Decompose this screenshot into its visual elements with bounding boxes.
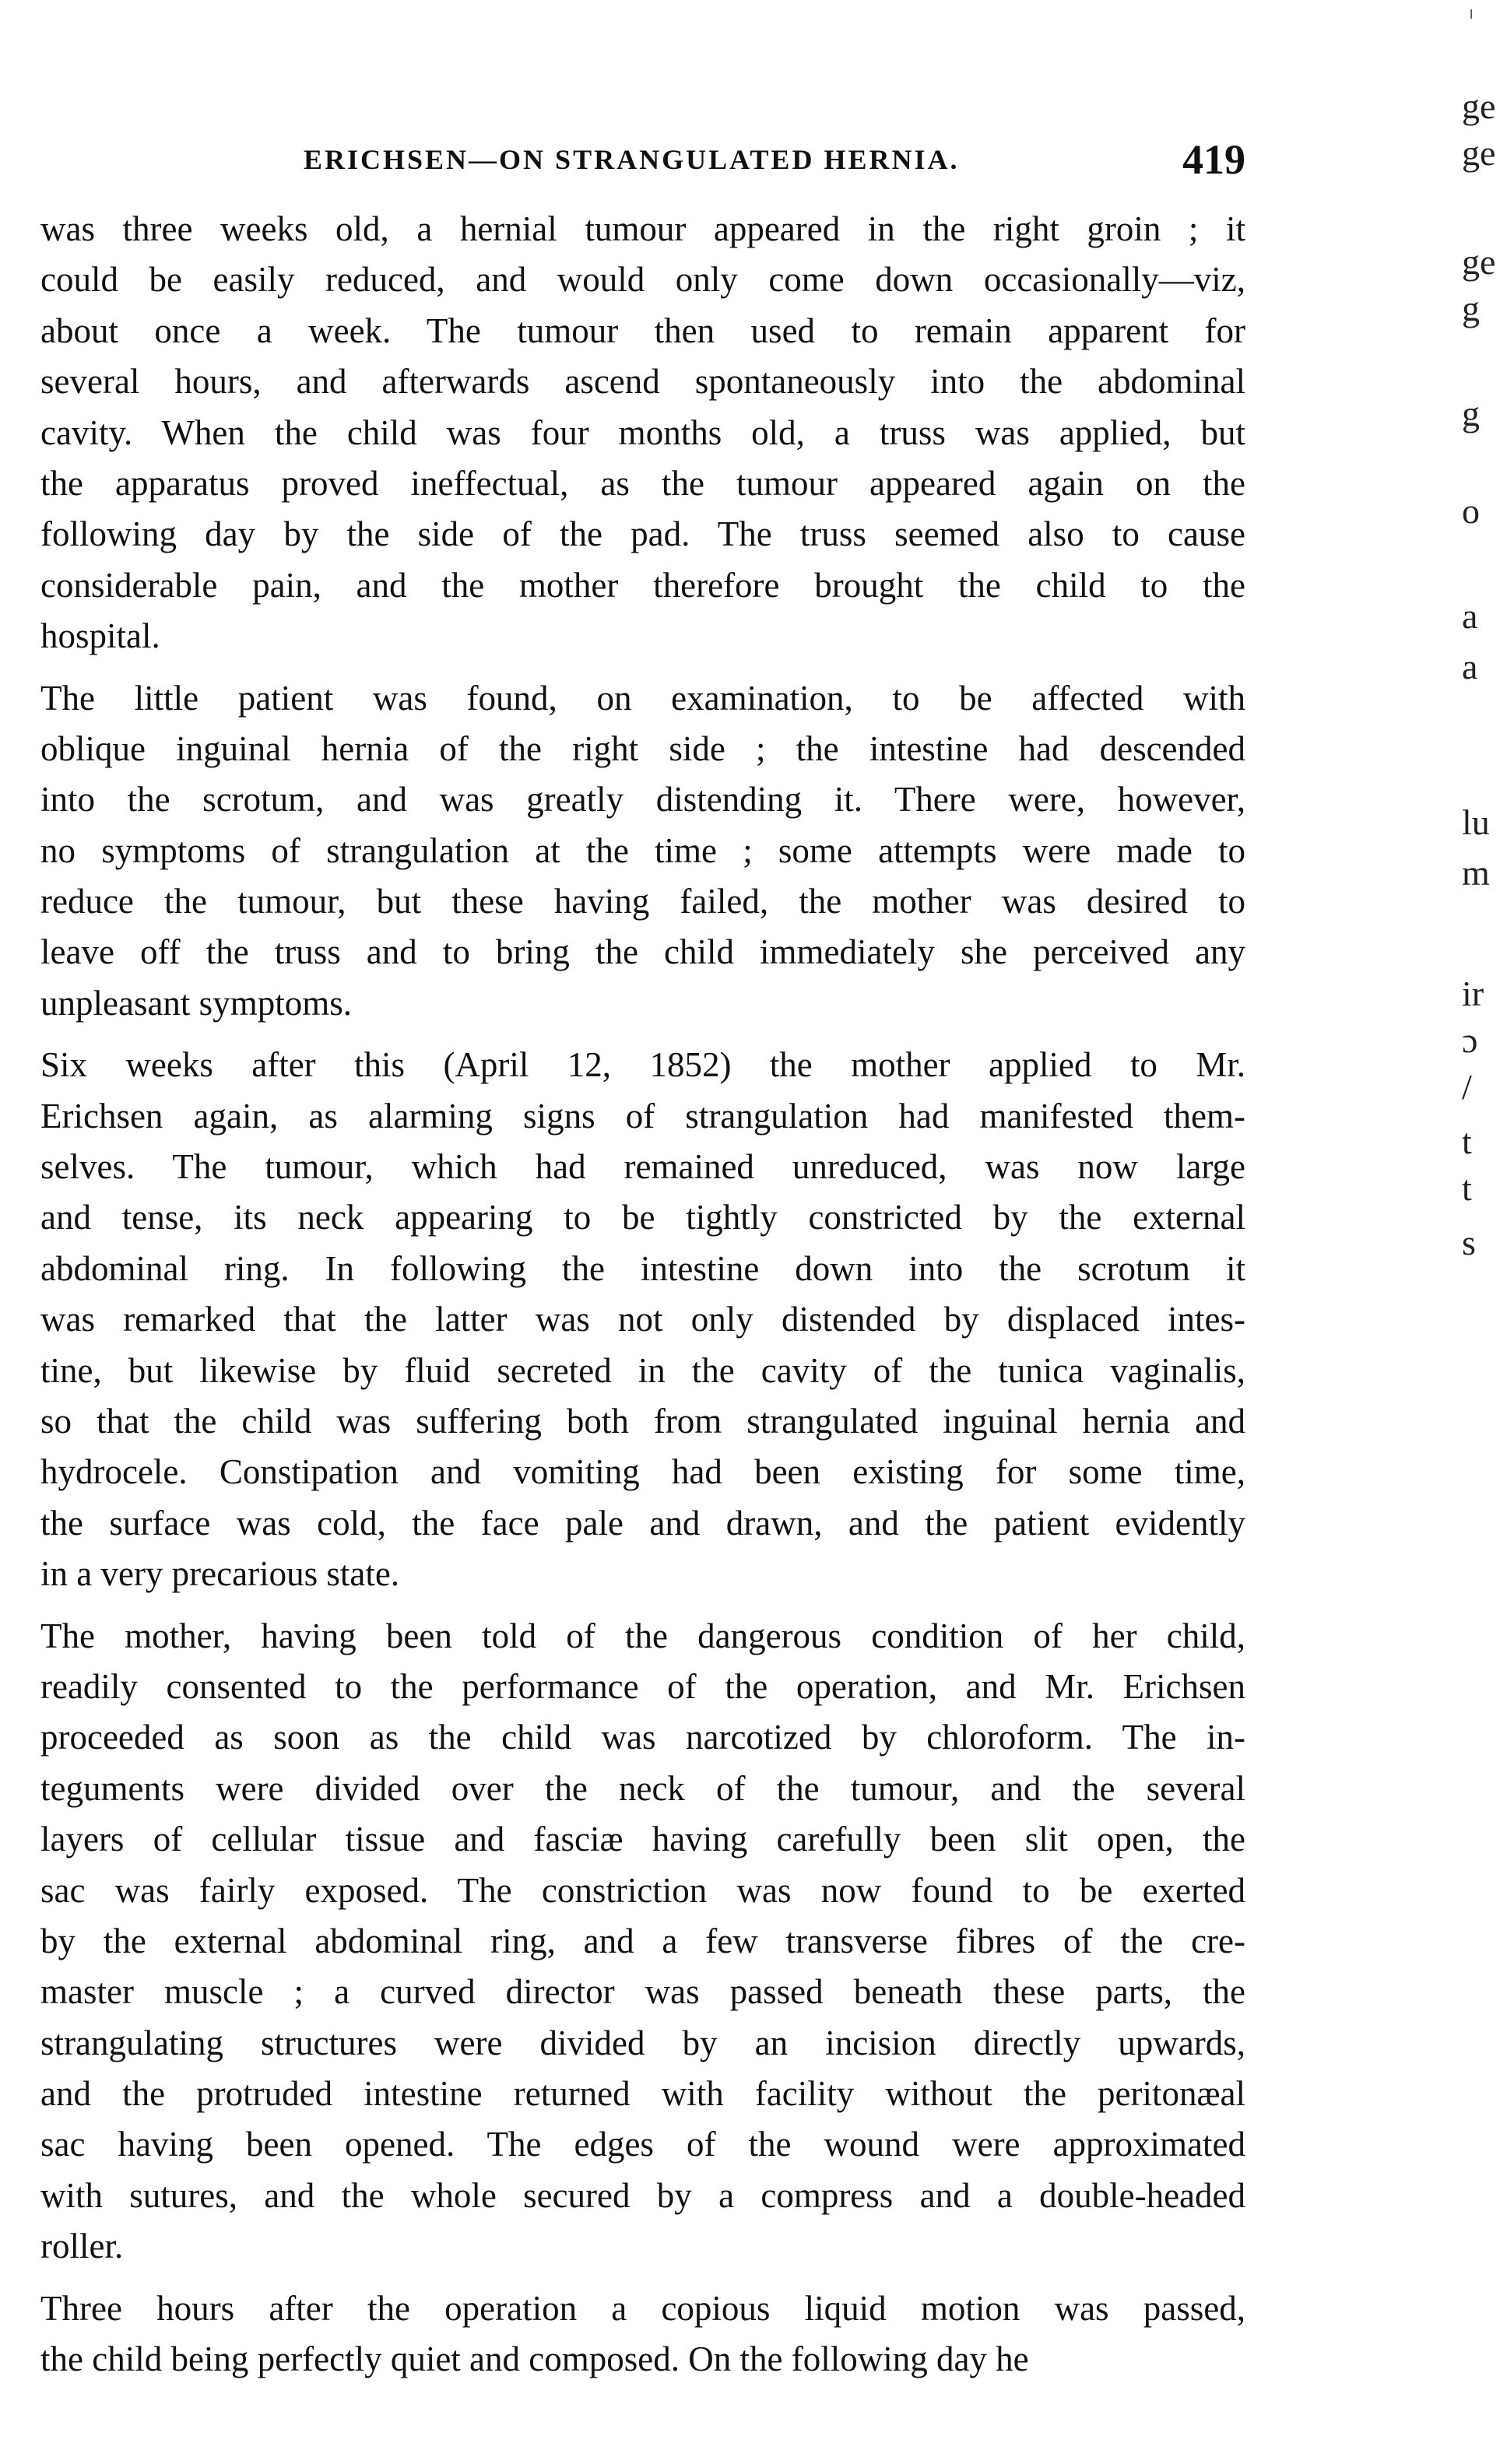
text-line: strangulating structures were divided by an incision directly upwards, <box>40 2023 1245 2062</box>
text-line: abdominal ring. In following the intestine down into the scrotum it <box>40 1248 1245 1288</box>
facing-page-fragment: ɔ <box>1462 1020 1478 1060</box>
text-line: and tense, its neck appearing to be tightly constricted by the external <box>40 1198 1245 1237</box>
facing-page-bleed <box>1462 0 1507 2464</box>
paragraph <box>40 673 1245 1030</box>
text-line: reduce the tumour, but these having failed, the mother was desired to <box>40 882 1245 921</box>
text-line: hydrocele. Constipation and vomiting had been existing for some time, <box>40 1452 1245 1492</box>
text-line: selves. The tumour, which had remained unreduced, was now large <box>40 1147 1245 1187</box>
text-line: was three weeks old, a hernial tumour appeared in the right groin ; it <box>40 209 1245 248</box>
facing-page-fragment: s <box>1462 1223 1476 1262</box>
text-line: hospital. <box>40 616 160 656</box>
running-head: ERICHSEN—ON STRANGULATED HERNIA. <box>304 144 960 175</box>
facing-page-fragment: t <box>1462 1168 1472 1208</box>
text-line: tine, but likewise by fluid secreted in the cavity of the tunica vaginalis, <box>40 1350 1245 1390</box>
text-line: the child being perfectly quiet and composed. On the following day he <box>40 2339 1029 2379</box>
text-line: several hours, and afterwards ascend spontaneously into the abdominal <box>40 362 1245 402</box>
text-line: and the protruded intestine returned with facility without the peritonæal <box>40 2074 1245 2114</box>
facing-page-fragment: t <box>1462 1121 1472 1161</box>
facing-page-fragment: ge <box>1462 242 1496 282</box>
text-line: cavity. When the child was four months old, a truss was applied, but <box>40 412 1245 452</box>
text-line: no symptoms of strangulation at the time ; some attempts were made to <box>40 830 1245 870</box>
text-line: The mother, having been told of the dangerous condition of her child, <box>40 1616 1245 1655</box>
text-line: master muscle ; a curved director was passed beneath these parts, the <box>40 1972 1245 2012</box>
facing-page-fragment: a <box>1462 596 1478 636</box>
facing-page-fragment: / <box>1462 1067 1472 1107</box>
facing-page-fragment: g <box>1462 289 1480 328</box>
text-line: considerable pain, and the mother therefore brought the child to the <box>40 565 1245 605</box>
facing-page-fragment: ge <box>1462 133 1496 173</box>
paragraph <box>40 204 1245 662</box>
facing-page-fragment: ir <box>1462 974 1484 1013</box>
text-line: proceeded as soon as the child was narcotized by chloroform. The in- <box>40 1718 1245 1757</box>
text-line: could be easily reduced, and would only come down occasionally—viz, <box>40 260 1245 300</box>
text-line: the apparatus proved ineffectual, as the tumour appeared again on the <box>40 463 1245 503</box>
text-line: into the scrotum, and was greatly distending it. There were, however, <box>40 780 1245 820</box>
facing-page-fragment: g <box>1462 394 1480 433</box>
text-line: with sutures, and the whole secured by a compress and a double-headed <box>40 2175 1245 2215</box>
text-line: readily consented to the performance of the operation, and Mr. Erichsen <box>40 1666 1245 1706</box>
text-line: Three hours after the operation a copious liquid motion was passed, <box>40 2288 1245 2328</box>
text-line: by the external abdominal ring, and a few transverse fibres of the cre- <box>40 1921 1245 1960</box>
facing-page-fragment: ge <box>1462 86 1496 126</box>
facing-page-fragment: o <box>1462 491 1480 531</box>
text-line: leave off the truss and to bring the child immediately she perceived any <box>40 932 1245 972</box>
facing-page-fragment: a <box>1462 647 1478 686</box>
text-line: Erichsen again, as alarming signs of strangulation had manifested them- <box>40 1096 1245 1135</box>
text-line: Six weeks after this (April 12, 1852) the mother applied to Mr. <box>40 1045 1245 1085</box>
facing-page-fragment: lu <box>1462 802 1490 842</box>
text-line: in a very precarious state. <box>40 1554 400 1594</box>
text-line: so that the child was suffering both from strangulated inguinal hernia and <box>40 1401 1245 1441</box>
text-line: following day by the side of the pad. The truss seemed also to cause <box>40 514 1245 554</box>
text-line: teguments were divided over the neck of the tumour, and the several <box>40 1768 1245 1808</box>
text-line: oblique inguinal hernia of the right side ; the intestine had descended <box>40 728 1245 768</box>
text-line: The little patient was found, on examination, to be affected with <box>40 678 1245 718</box>
paragraph <box>40 1611 1245 2273</box>
text-line: unpleasant symptoms. <box>40 983 352 1023</box>
text-line: about once a week. The tumour then used to remain apparent for <box>40 311 1245 350</box>
page-edge-mark: ╷ <box>1467 0 1477 19</box>
paragraph <box>40 1040 1245 1599</box>
text-line: roller. <box>40 2227 124 2266</box>
paragraph <box>40 2283 1245 2385</box>
page-header <box>304 132 1245 187</box>
text-line: was remarked that the latter was not only distended by displaced intes- <box>40 1300 1245 1339</box>
facing-page-fragment: m <box>1462 853 1490 893</box>
text-line: the surface was cold, the face pale and drawn, and the patient evidently <box>40 1503 1245 1543</box>
text-line: sac having been opened. The edges of the wound were approximated <box>40 2125 1245 2164</box>
text-line: sac was fairly exposed. The constriction was now found to be exerted <box>40 1870 1245 1910</box>
page-number: 419 <box>1182 136 1245 183</box>
body-text <box>40 204 1245 2385</box>
text-line: layers of cellular tissue and fasciæ having carefully been slit open, the <box>40 1820 1245 1859</box>
